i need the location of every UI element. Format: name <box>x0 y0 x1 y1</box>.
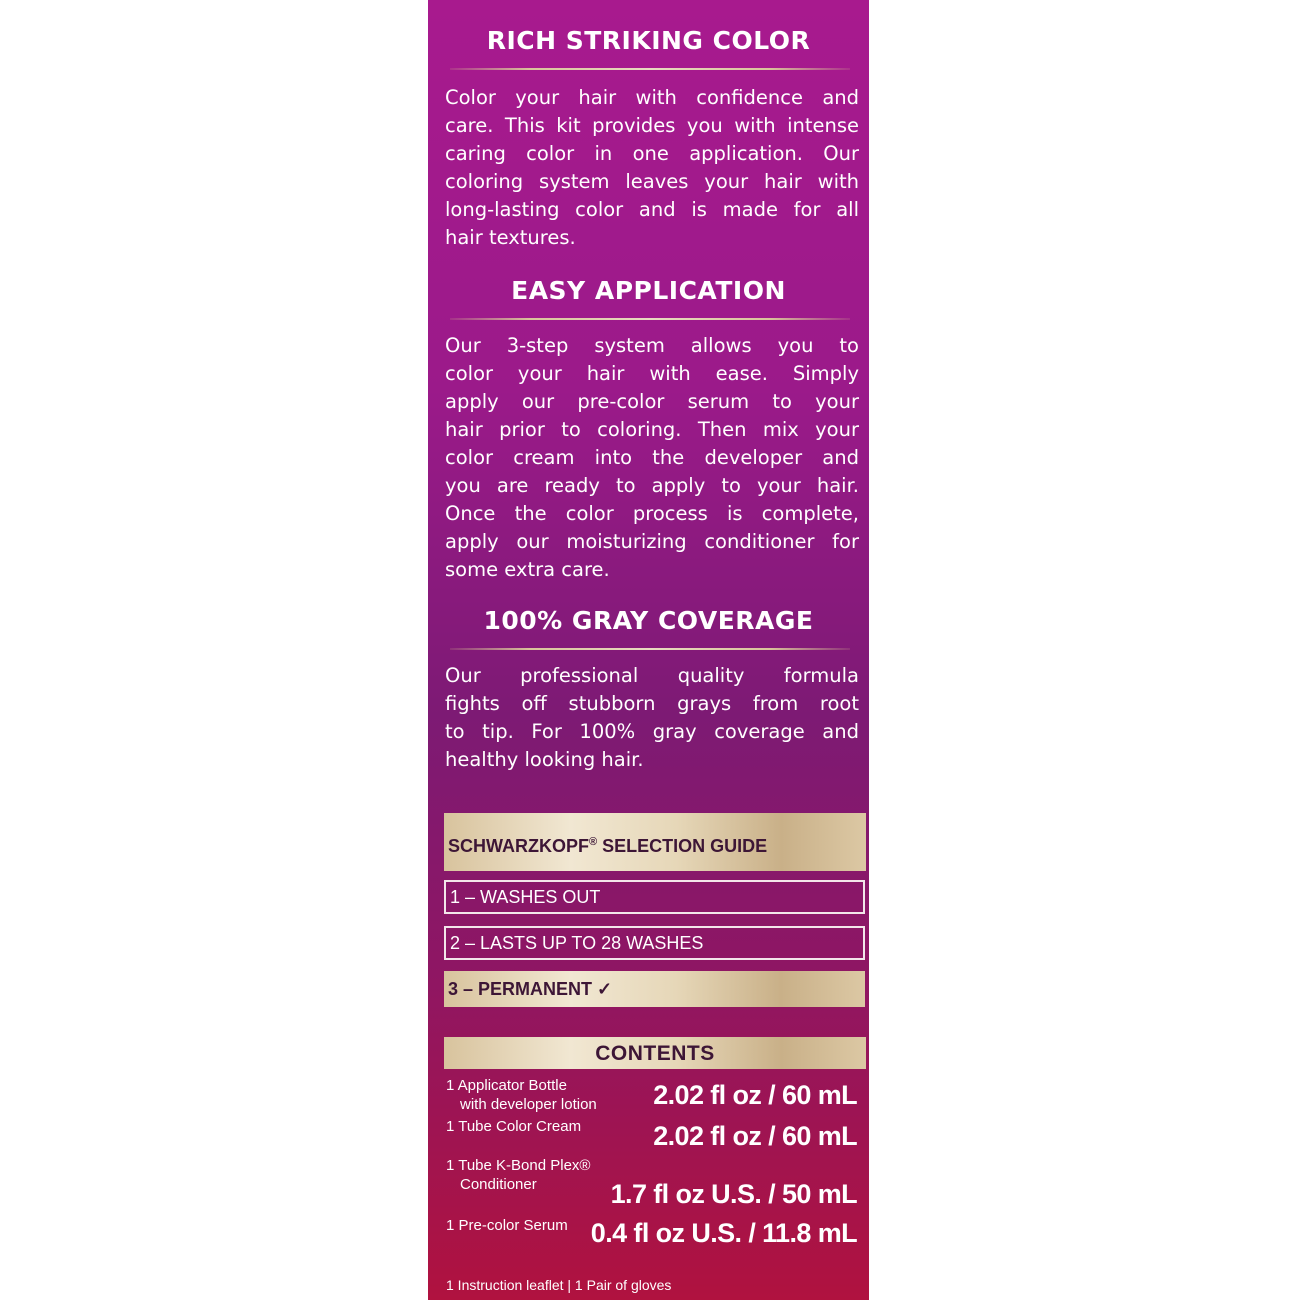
section-heading-gray-coverage: 100% GRAY COVERAGE <box>483 606 814 635</box>
contents-item-color-cream <box>446 1117 581 1136</box>
contents-item-applicator <box>446 1076 597 1114</box>
text-line: apply our pre-color serum to your <box>445 390 859 413</box>
product-info-panel <box>428 0 869 1300</box>
section-text-rich-color <box>445 84 859 252</box>
text-line: hair prior to coloring. Then mix your <box>445 418 859 441</box>
item-detail: Conditioner <box>460 1176 537 1193</box>
contents-title: CONTENTS <box>444 1037 866 1069</box>
registered-mark: ® <box>589 836 598 848</box>
brand-name: SCHWARZKOPF <box>448 836 589 856</box>
text-line: Our 3-step system allows you to <box>445 334 859 357</box>
contents-item-conditioner <box>446 1156 590 1194</box>
contents-amount-color-cream: 2.02 fl oz / 60 mL <box>653 1121 857 1151</box>
section-text-easy-application <box>445 332 859 584</box>
text-line: healthy looking hair. <box>445 748 644 771</box>
contents-item-serum <box>446 1216 568 1235</box>
text-line: Once the color process is complete, <box>445 502 859 525</box>
item-detail: with developer lotion <box>460 1096 597 1113</box>
contents-footer: 1 Instruction leaflet | 1 Pair of gloves <box>446 1277 672 1293</box>
divider-rule <box>450 68 850 70</box>
text-line: hair textures. <box>445 226 576 249</box>
text-line: care. This kit provides you with intense <box>445 114 859 137</box>
contents-amount-applicator: 2.02 fl oz / 60 mL <box>653 1080 857 1110</box>
item-name: 1 Applicator Bottle <box>446 1077 567 1094</box>
item-name: 1 Tube K-Bond Plex® <box>446 1157 591 1174</box>
text-line: coloring system leaves your hair with <box>445 170 859 193</box>
text-line: Our professional quality formula <box>445 664 859 687</box>
section-text-gray-coverage <box>445 662 859 774</box>
contents-amount-serum: 0.4 fl oz U.S. / 11.8 mL <box>590 1218 857 1248</box>
text-line: long-lasting color and is made for all <box>445 198 859 221</box>
guide-option-permanent-selected: 3 – PERMANENT ✓ <box>444 971 865 1007</box>
item-name: 1 Pre-color Serum <box>446 1217 568 1234</box>
guide-option-washes-out: 1 – WASHES OUT <box>444 880 865 914</box>
text-line: color cream into the developer and <box>445 446 859 469</box>
text-line: you are ready to apply to your hair. <box>445 474 859 497</box>
divider-rule <box>450 648 850 650</box>
text-line: color your hair with ease. Simply <box>445 362 859 385</box>
selection-guide-title <box>444 813 866 871</box>
text-line: Color your hair with confidence and <box>445 86 859 109</box>
guide-option-28-washes: 2 – LASTS UP TO 28 WASHES <box>444 926 865 960</box>
section-heading-rich-color: RICH STRIKING COLOR <box>486 26 811 55</box>
text-line: caring color in one application. Our <box>445 142 859 165</box>
text-line: apply our moisturizing conditioner for <box>445 530 859 553</box>
contents-amount-conditioner: 1.7 fl oz U.S. / 50 mL <box>610 1179 857 1209</box>
item-name: 1 Tube Color Cream <box>446 1118 582 1135</box>
text-line: to tip. For 100% gray coverage and <box>445 720 859 743</box>
text-line: fights off stubborn grays from root <box>445 692 859 715</box>
guide-title-suffix: SELECTION GUIDE <box>597 836 768 856</box>
section-heading-easy-application: EASY APPLICATION <box>511 276 786 305</box>
divider-rule <box>450 318 850 320</box>
text-line: some extra care. <box>445 558 610 581</box>
